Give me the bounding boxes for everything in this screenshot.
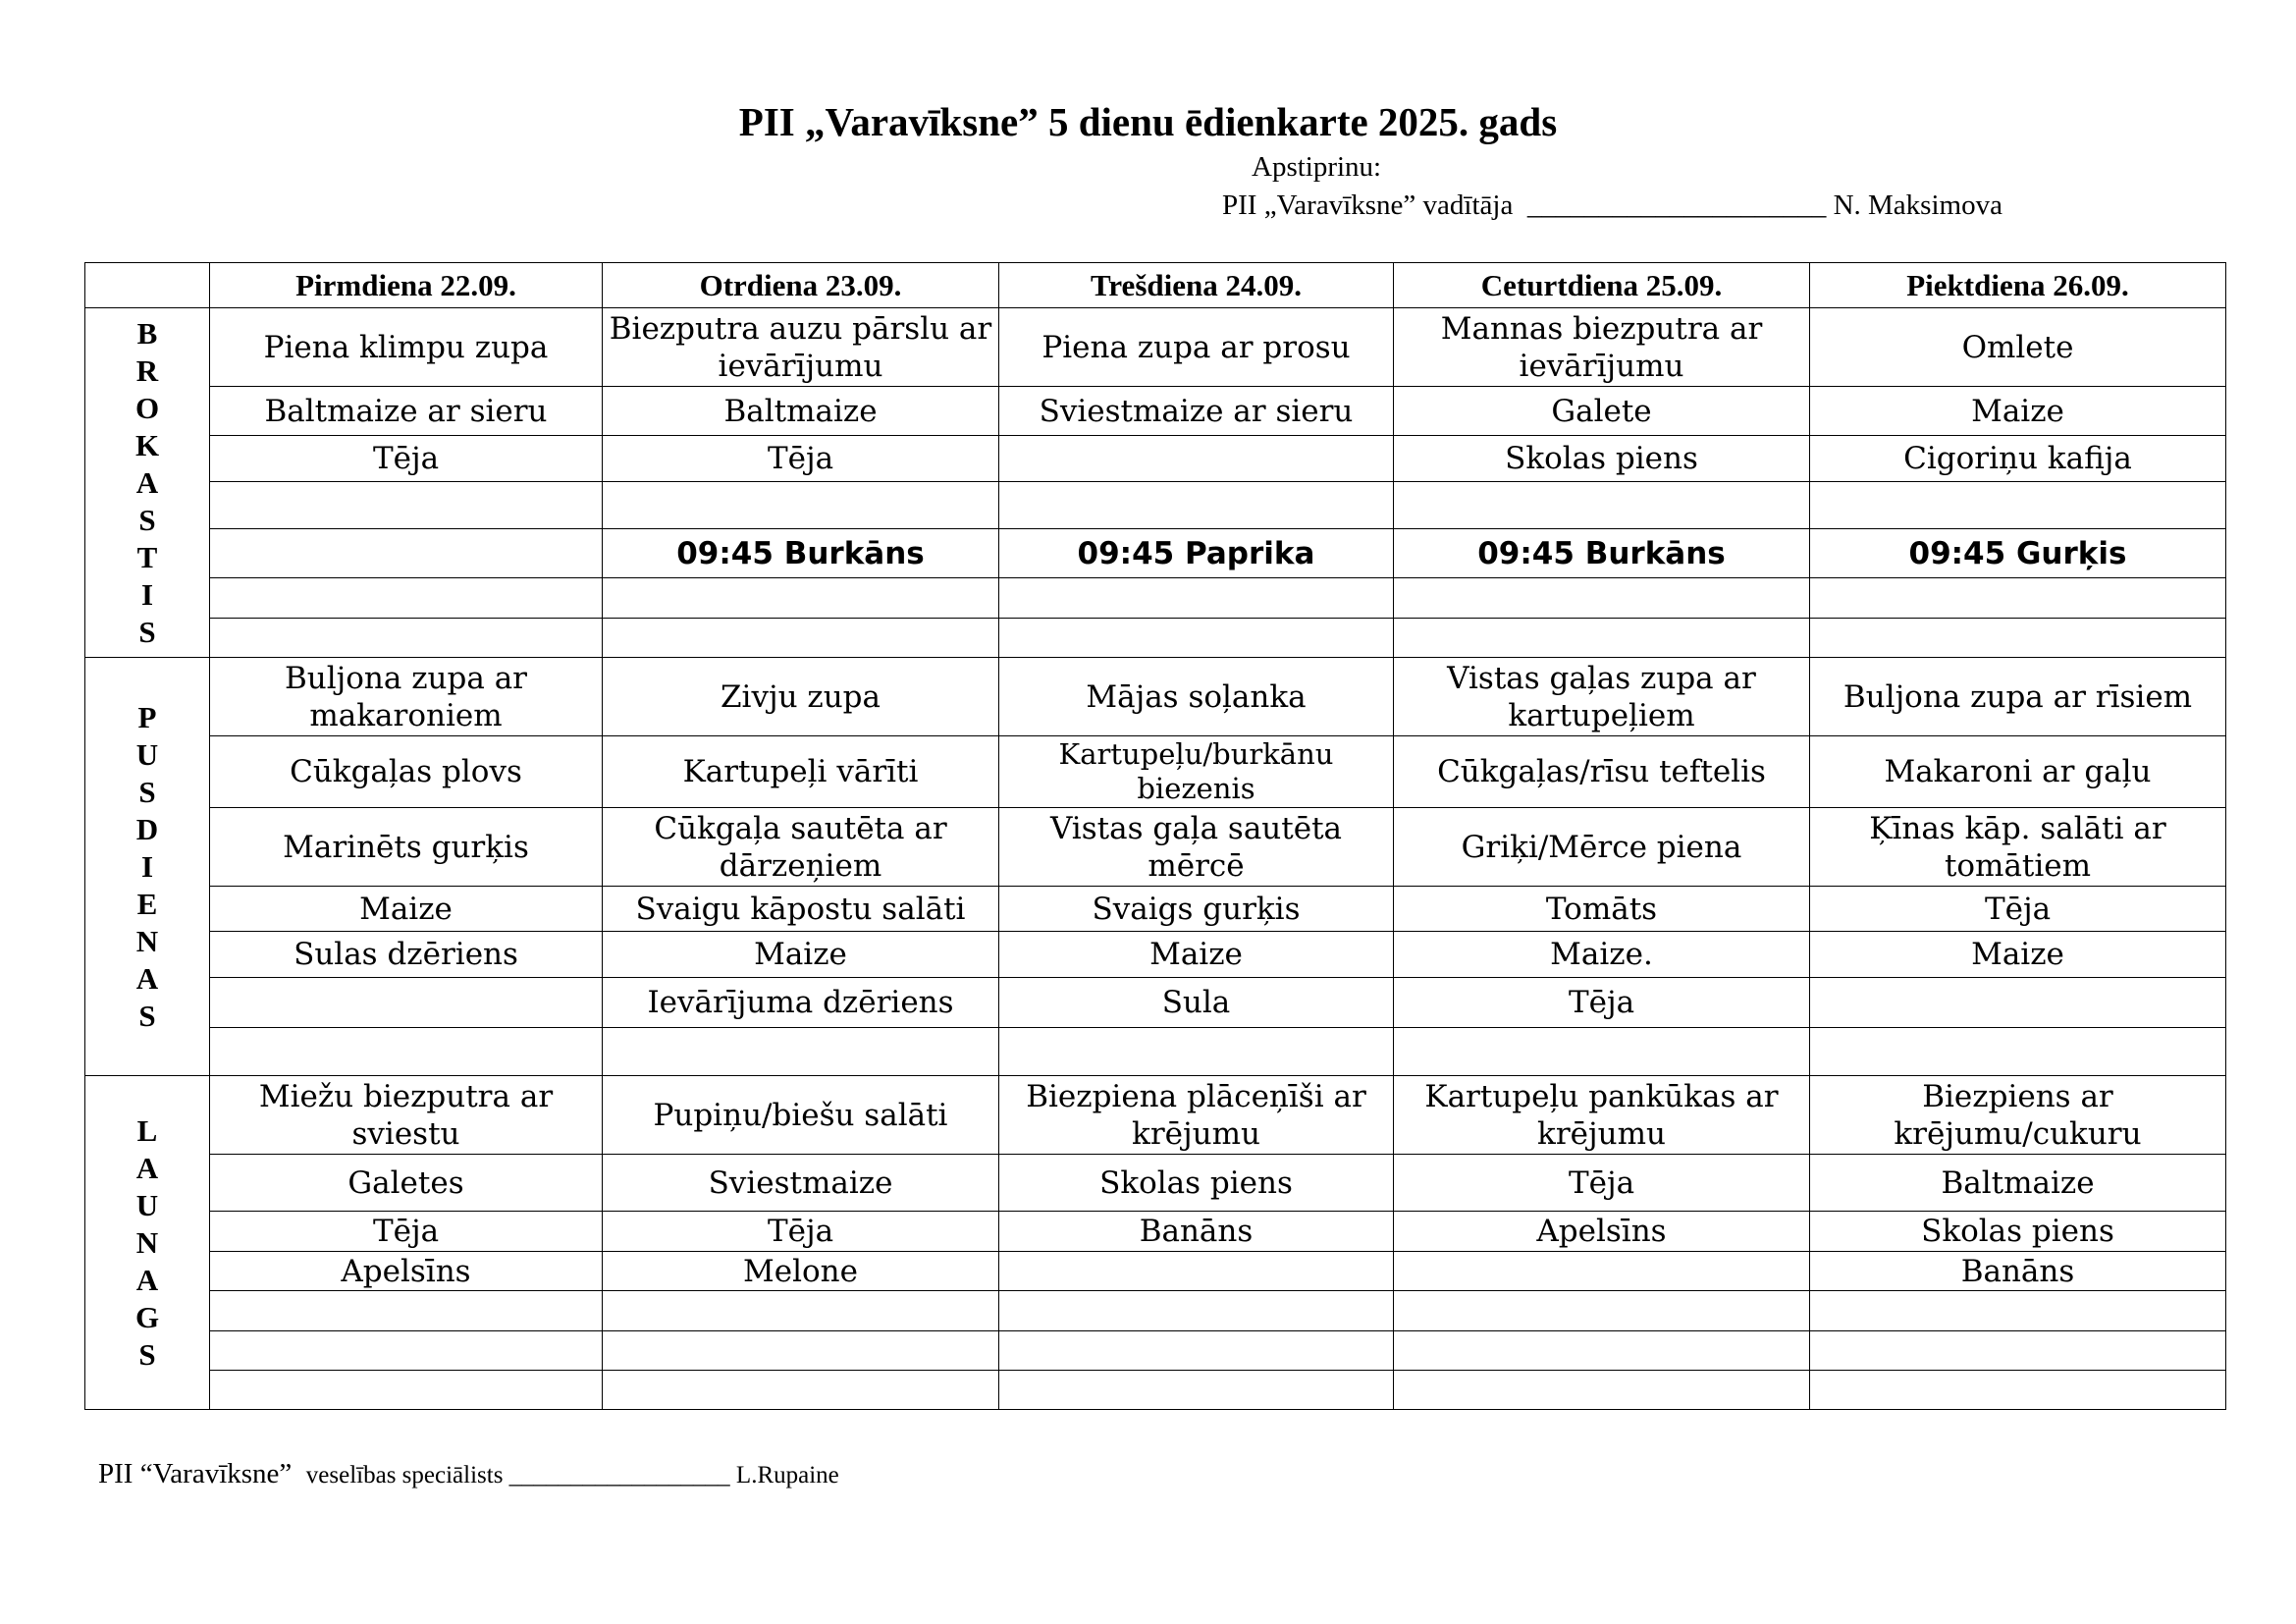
meal-label-letter: R — [135, 352, 159, 388]
breakfast-row — [85, 619, 2226, 658]
meal-label-letter: S — [138, 1336, 156, 1372]
corner-cell — [85, 263, 210, 308]
menu-cell: Tomāts — [1394, 887, 1810, 932]
menu-cell: Kartupeļu/burkānu biezenis — [999, 736, 1394, 808]
lunch-row — [85, 1028, 2226, 1076]
menu-cell — [999, 578, 1394, 619]
menu-cell: Pupiņu/biešu salāti — [603, 1076, 999, 1155]
menu-cell: Ievārījuma dzēriens — [603, 978, 999, 1028]
meal-label-letter: T — [136, 539, 158, 574]
meal-label-letter: A — [135, 1262, 159, 1297]
snack-row — [85, 1155, 2226, 1212]
menu-cell: Zivju zupa — [603, 658, 999, 736]
menu-cell: Makaroni ar gaļu — [1810, 736, 2226, 808]
menu-cell: Apelsīns — [1394, 1212, 1810, 1252]
meal-label-letter: K — [134, 427, 160, 462]
meal-label-letter: U — [135, 736, 159, 772]
menu-cell: Omlete — [1810, 308, 2226, 387]
footer-org: PII “Varavīksne” — [98, 1458, 306, 1489]
meal-label-letter: S — [138, 998, 156, 1033]
menu-cell: Galetes — [210, 1155, 603, 1212]
menu-cell: Galete — [1394, 387, 1810, 436]
menu-cell: Maize — [1810, 932, 2226, 978]
page-title: PII „Varavīksne” 5 dienu ēdienkarte 2025. gads — [738, 99, 1558, 144]
menu-cell — [999, 436, 1394, 482]
menu-cell — [999, 482, 1394, 529]
meal-label-letter: B — [136, 315, 158, 351]
menu-cell — [1810, 578, 2226, 619]
menu-cell: Sula — [999, 978, 1394, 1028]
menu-cell — [210, 482, 603, 529]
day-header: Piektdiena 26.09. — [1810, 263, 2226, 308]
breakfast-row — [85, 482, 2226, 529]
menu-cell: Banāns — [1810, 1252, 2226, 1291]
breakfast-row — [85, 387, 2226, 436]
menu-cell: Maize — [210, 887, 603, 932]
menu-cell — [210, 1371, 603, 1410]
meal-label-letter: S — [138, 774, 156, 809]
menu-cell — [603, 1291, 999, 1331]
menu-cell — [1810, 1331, 2226, 1371]
meal-label-letter: I — [140, 576, 154, 612]
menu-cell — [1394, 1291, 1810, 1331]
menu-cell: Vistas gaļa sautēta mērcē — [999, 808, 1394, 887]
menu-cell: Tēja — [1394, 1155, 1810, 1212]
breakfast-row — [85, 308, 2226, 387]
menu-cell — [999, 1371, 1394, 1410]
menu-cell: 09:45 Burkāns — [603, 529, 999, 578]
menu-cell — [603, 578, 999, 619]
lunch-row — [85, 658, 2226, 736]
menu-cell — [999, 1252, 1394, 1291]
snack-row — [85, 1371, 2226, 1410]
menu-table — [84, 262, 2226, 1410]
menu-cell: Vistas gaļas zupa ar kartupeļiem — [1394, 658, 1810, 736]
snack-row — [85, 1212, 2226, 1252]
menu-cell — [210, 1291, 603, 1331]
meal-label-letter: G — [134, 1299, 160, 1334]
menu-cell: Tēja — [603, 436, 999, 482]
menu-cell — [603, 619, 999, 658]
menu-cell — [1394, 1252, 1810, 1291]
menu-cell — [999, 619, 1394, 658]
menu-cell — [1810, 619, 2226, 658]
breakfast-row — [85, 578, 2226, 619]
menu-cell: Griķi/Mērce piena — [1394, 808, 1810, 887]
meal-label-letter: N — [135, 1224, 159, 1260]
meal-label-letter: O — [134, 390, 160, 425]
menu-cell — [999, 1331, 1394, 1371]
menu-cell — [210, 1028, 603, 1076]
menu-cell: Baltmaize ar sieru — [210, 387, 603, 436]
menu-cell — [1810, 482, 2226, 529]
menu-cell: Biezpiens ar krējumu/cukuru — [1810, 1076, 2226, 1155]
meal-label-letter: A — [135, 1150, 159, 1185]
menu-cell — [210, 578, 603, 619]
menu-cell: Mājas soļanka — [999, 658, 1394, 736]
menu-cell: Svaigs gurķis — [999, 887, 1394, 932]
menu-cell: Cūkgaļa sautēta ar dārzeņiem — [603, 808, 999, 887]
meal-label-letter: A — [135, 960, 159, 996]
menu-cell — [210, 1331, 603, 1371]
menu-cell — [999, 1291, 1394, 1331]
lunch-row — [85, 808, 2226, 887]
menu-cell: Sviestmaize ar sieru — [999, 387, 1394, 436]
meal-label-letter: I — [140, 848, 154, 884]
approval-label: Apstiprinu: — [1252, 151, 1382, 183]
menu-cell: Piena zupa ar prosu — [999, 308, 1394, 387]
day-header: Otrdiena 23.09. — [603, 263, 999, 308]
menu-cell: Melone — [603, 1252, 999, 1291]
meal-label-letter: D — [135, 811, 159, 846]
breakfast-row — [85, 436, 2226, 482]
menu-cell: Mannas biezputra ar ievārījumu — [1394, 308, 1810, 387]
menu-cell: Tēja — [1810, 887, 2226, 932]
menu-cell: Skolas piens — [1810, 1212, 2226, 1252]
lunch-row — [85, 978, 2226, 1028]
menu-cell — [1394, 482, 1810, 529]
snack-label — [85, 1076, 210, 1410]
menu-cell: Maize — [1810, 387, 2226, 436]
menu-cell: Maize. — [1394, 932, 1810, 978]
lunch-row — [85, 932, 2226, 978]
menu-cell — [603, 1028, 999, 1076]
menu-cell: Piena klimpu zupa — [210, 308, 603, 387]
menu-cell: Baltmaize — [603, 387, 999, 436]
menu-cell: Buljona zupa ar makaroniem — [210, 658, 603, 736]
snack-row — [85, 1076, 2226, 1155]
snack-row — [85, 1291, 2226, 1331]
footer-signature — [98, 1458, 839, 1490]
meal-label-letter: N — [135, 923, 159, 958]
menu-cell: Apelsīns — [210, 1252, 603, 1291]
menu-cell — [603, 1371, 999, 1410]
menu-cell: Biezpiena plāceņīši ar krējumu — [999, 1076, 1394, 1155]
meal-label-letter: E — [136, 886, 158, 921]
lunch-row — [85, 887, 2226, 932]
lunch-row — [85, 736, 2226, 808]
menu-cell — [1394, 1331, 1810, 1371]
day-header: Ceturtdiena 25.09. — [1394, 263, 1810, 308]
snack-row — [85, 1331, 2226, 1371]
meal-label-letter: P — [137, 699, 157, 734]
footer-signature-line: veselības speciālists __________________ L.Rupaine — [305, 1462, 839, 1489]
menu-cell: 09:45 Paprika — [999, 529, 1394, 578]
meal-label-letter: S — [138, 502, 156, 537]
menu-cell — [1810, 1028, 2226, 1076]
menu-cell: 09:45 Gurķis — [1810, 529, 2226, 578]
day-header-row — [85, 263, 2226, 308]
meal-label-letter: U — [135, 1187, 159, 1222]
breakfast-row — [85, 529, 2226, 578]
menu-cell — [603, 1331, 999, 1371]
menu-cell: Baltmaize — [1810, 1155, 2226, 1212]
menu-cell — [1394, 1028, 1810, 1076]
lunch-label — [85, 658, 210, 1076]
menu-cell — [1810, 1291, 2226, 1331]
menu-cell: Cūkgaļas plovs — [210, 736, 603, 808]
menu-cell: Kartupeļi vārīti — [603, 736, 999, 808]
menu-cell — [1810, 978, 2226, 1028]
day-header: Trešdiena 24.09. — [999, 263, 1394, 308]
menu-cell: Svaigu kāpostu salāti — [603, 887, 999, 932]
menu-cell: Miežu biezputra ar sviestu — [210, 1076, 603, 1155]
snack-row — [85, 1252, 2226, 1291]
menu-cell: Ķīnas kāp. salāti ar tomātiem — [1810, 808, 2226, 887]
menu-cell — [1810, 1371, 2226, 1410]
menu-cell: Cigoriņu kafija — [1810, 436, 2226, 482]
menu-cell: Banāns — [999, 1212, 1394, 1252]
meal-label-letter: S — [138, 614, 156, 649]
menu-cell: 09:45 Burkāns — [1394, 529, 1810, 578]
breakfast-label — [85, 308, 210, 658]
meal-label-letter: L — [136, 1112, 158, 1148]
meal-label-letter: A — [135, 464, 159, 500]
menu-cell — [210, 619, 603, 658]
menu-cell — [1394, 619, 1810, 658]
menu-cell: Sulas dzēriens — [210, 932, 603, 978]
menu-cell — [210, 978, 603, 1028]
menu-cell — [1394, 578, 1810, 619]
menu-cell: Tēja — [210, 436, 603, 482]
menu-cell: Tēja — [1394, 978, 1810, 1028]
menu-cell — [999, 1028, 1394, 1076]
approval-signature-line: PII „Varavīksne” vadītāja _____________________ N. Maksimova — [1222, 189, 2002, 221]
menu-cell: Tēja — [603, 1212, 999, 1252]
menu-cell — [210, 529, 603, 578]
menu-cell: Skolas piens — [999, 1155, 1394, 1212]
day-header: Pirmdiena 22.09. — [210, 263, 603, 308]
menu-cell: Maize — [999, 932, 1394, 978]
menu-cell: Marinēts gurķis — [210, 808, 603, 887]
menu-cell — [1394, 1371, 1810, 1410]
menu-cell: Sviestmaize — [603, 1155, 999, 1212]
menu-cell: Cūkgaļas/rīsu teftelis — [1394, 736, 1810, 808]
menu-cell: Biezputra auzu pārslu ar ievārījumu — [603, 308, 999, 387]
menu-cell — [603, 482, 999, 529]
menu-cell: Maize — [603, 932, 999, 978]
menu-cell: Tēja — [210, 1212, 603, 1252]
menu-cell: Skolas piens — [1394, 436, 1810, 482]
menu-cell: Buljona zupa ar rīsiem — [1810, 658, 2226, 736]
menu-cell: Kartupeļu pankūkas ar krējumu — [1394, 1076, 1810, 1155]
